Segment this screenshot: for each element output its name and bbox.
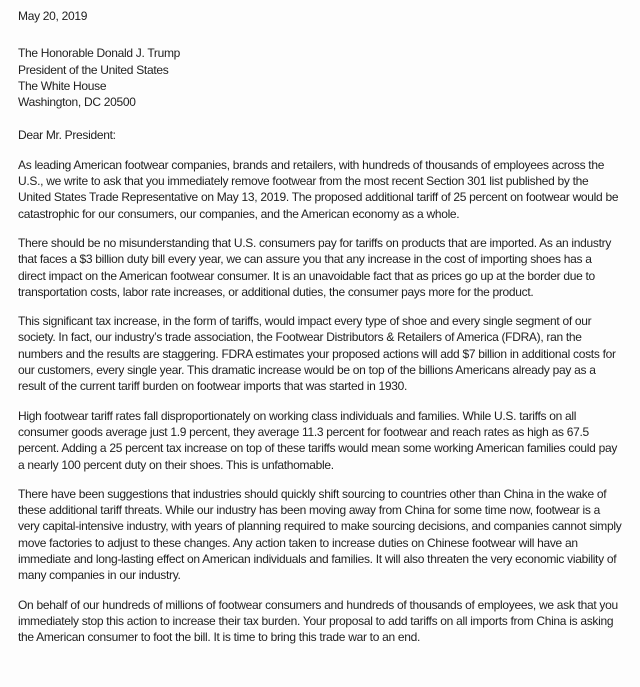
recipient-name: The Honorable Donald J. Trump [18,46,181,61]
body-paragraph-closing: On behalf of our hundreds of millions of footwear consumers and hundreds of thousands of employees, we ask that you immediately stop this action to increase their tax burden. Your proposal to add tariffs on all imports from China is asking the American consumer to foot the bill. It is time to bring this trade war to an end. [18,597,618,645]
body-paragraph-tariff-rates: High footwear tariff rates fall disproportionately on working class individuals and families. While U.S. tariffs on all consumer goods average just 1.9 percent, they average 11.3 percent for footwear and reach rates as high as 67.5 percent. Adding a 25 percent tax increase on top of these tariffs would mean some working American families could pay a nearly 100 percent duty on their shoes. This is unfathomable. [18,408,618,472]
body-paragraph-sourcing: There have been suggestions that industries should quickly shift sourcing to countries other than China in the wake of these additional tariff threats. While our industry has been moving away from China for some time now, footwear is a very capital-intensive industry, with years of planning required to make sourcing decisions, and companies cannot simply move factories to adjust to these changes. Any action taken to increase duties on Chinese footwear will have an immediate and long-lasting effect on American individuals and families. It will also threaten the very economic viability of many companies in our industry. [18,486,622,583]
body-paragraph-intro: As leading American footwear companies, brands and retailers, with hundreds of thousands of employees across the U.S., we write to ask that you immediately remove footwear from the most recent Section 301 list published by the United States Trade Representative on May 13, 2019. The proposed additional tariff of 25 percent on footwear would be catastrophic for our consumers, our companies, and the American economy as a whole. [18,157,619,221]
recipient-address-block [18,45,622,110]
recipient-city-state-zip: Washington, DC 20500 [18,95,136,110]
salutation: Dear Mr. President: [18,128,116,143]
letter-date: May 20, 2019 [18,9,88,23]
recipient-organization: The White House [18,78,107,93]
recipient-title: President of the United States [18,62,169,77]
body-paragraph-tariff-costs: There should be no misunderstanding that U.S. consumers pay for tariffs on products that are imported. As an industry that faces a $3 billion duty bill every year, we can assure you that any increase in the cost of importing shoes has a direct impact on the American footwear consumer. It is an unavoidable fact that as prices go up at the border due to transportation costs, labor rate increases, or additional duties, the consumer pays more for the product. [18,235,612,299]
body-paragraph-fdra-estimate: This significant tax increase, in the form of tariffs, would impact every type of shoe and every single segment of our society. In fact, our industry’s trade association, the Footwear Distributors & Retailers of America (FDRA), ran the numbers and the results are staggering. FDRA estimates your proposed actions will add $7 billion in additional costs for our customers, every single year. This dramatic increase would be on top of the billions Americans already pay as a result of the current tariff burden on footwear imports that was started in 1930. [18,314,616,394]
